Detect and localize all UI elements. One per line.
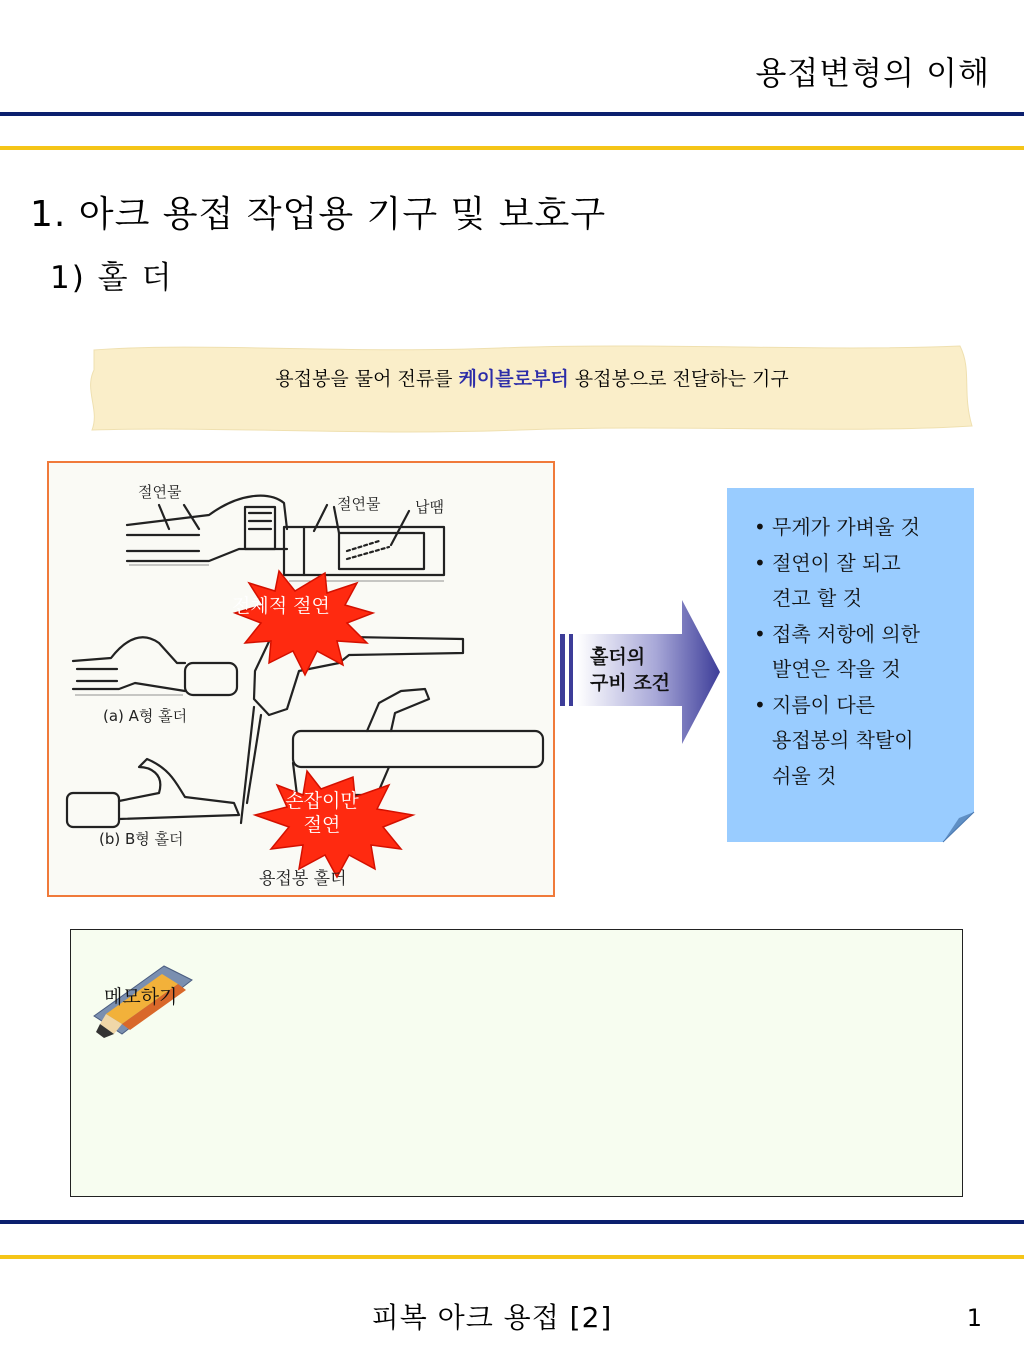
label-type-a: (a) A형 홀더: [103, 707, 188, 725]
definition-text: [80, 364, 984, 391]
figure-caption: 용접봉 홀더: [259, 869, 347, 889]
requirements-label-line1: 홀더의: [590, 646, 646, 668]
label-solder: 납땜: [415, 498, 444, 516]
condition-item-weight: • 무게가 가벼울 것: [752, 510, 967, 546]
condition-item-electrode-change: • 지름이 다른 용접봉의 착탈이 쉬울 것: [752, 688, 967, 795]
footer-rule-navy: [0, 1220, 1024, 1224]
full-insulation-label: 전체적 절연: [232, 595, 330, 617]
slide-title: 1. 아크 용접 작업용 기구 및 보호구: [30, 194, 607, 235]
header-rule-gold: [0, 146, 1024, 150]
label-type-b: (b) B형 홀더: [99, 830, 184, 848]
grip-insulation-line2: 절연: [303, 814, 341, 836]
label-insulator-2: 절연물: [337, 495, 381, 513]
definition-text-before: 용접봉을 물어 전류를: [275, 368, 459, 390]
requirements-label-line2: 구비 조건: [590, 672, 671, 694]
condition-item-insulation: • 절연이 잘 되고 견고 할 것: [752, 546, 967, 617]
condition-item-contact-resistance: • 접촉 저항에 의한 발연은 작을 것: [752, 617, 967, 688]
conditions-list: [752, 510, 967, 794]
memo-label: 메모하기: [104, 986, 178, 1008]
grip-insulation-label: [262, 789, 382, 837]
header-title: 용접변형의 이해: [755, 54, 990, 92]
label-insulator-1: 절연물: [138, 483, 182, 501]
requirements-label: [590, 644, 670, 696]
definition-highlight: 케이블로부터: [458, 368, 569, 390]
footer-rule-gold: [0, 1255, 1024, 1259]
full-insulation-burst: [235, 571, 373, 675]
header-rule-navy: [0, 112, 1024, 116]
slide-subtitle: 1) 홀 더: [50, 260, 174, 296]
memo-box[interactable]: [70, 929, 963, 1197]
definition-text-after: 용접봉으로 전달하는 기구: [568, 368, 789, 390]
page-number: 1: [966, 1304, 982, 1332]
grip-insulation-line1: 손잡이만: [285, 790, 359, 812]
footer-title: 피복 아크 용접 [2]: [371, 1301, 613, 1334]
